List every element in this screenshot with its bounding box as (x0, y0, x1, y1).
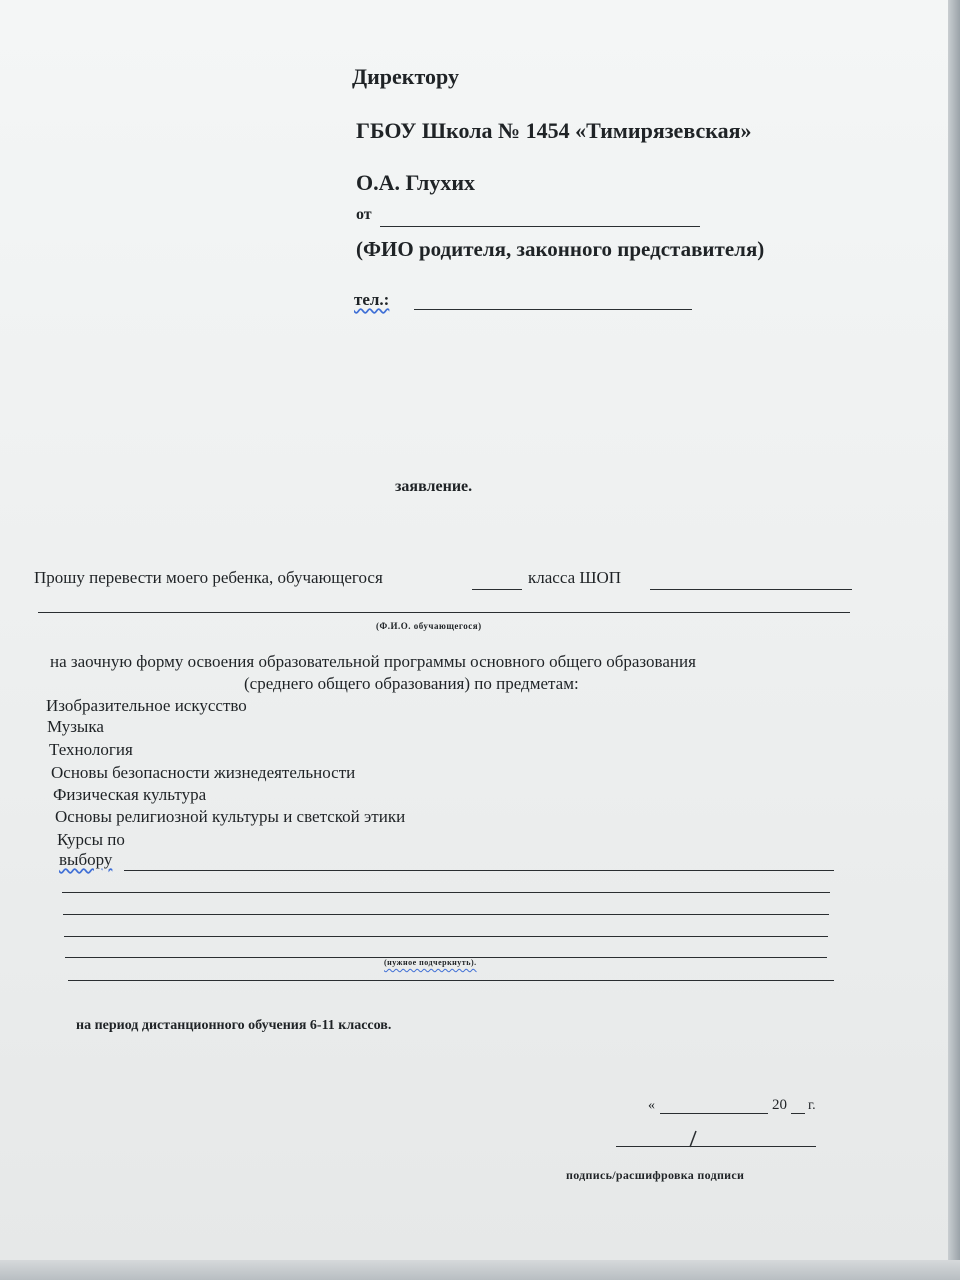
subject-item: Основы безопасности жизнедеятельности (51, 763, 356, 782)
program-line-1: на заочную форму освоения образовательной программы основного общего образования (50, 652, 696, 671)
monitor-bottom-edge (0, 1260, 960, 1280)
from-caption: (ФИО родителя, законного представителя) (356, 237, 765, 261)
date-open-quote: « (648, 1098, 655, 1113)
class-blank-line (472, 589, 522, 590)
from-blank-line (380, 226, 700, 227)
subject-item: выбору (59, 850, 113, 869)
subject-item: Курсы по (57, 830, 125, 849)
underline-caption: (нужное подчеркнуть). (384, 958, 477, 967)
date-year-prefix: 20 (772, 1097, 787, 1113)
director-name: О.А. Глухих (356, 170, 476, 195)
year-blank-line (791, 1113, 805, 1114)
choice-blank-line (64, 936, 828, 937)
signature-blank-line (616, 1146, 816, 1147)
request-text: Прошу перевести моего ребенка, обучающегося (34, 568, 383, 587)
subject-item: Музыка (47, 717, 104, 736)
choice-blank-line (68, 980, 834, 981)
school-name: ГБОУ Школа № 1454 «Тимирязевская» (356, 118, 752, 143)
addressee-label: Директору (352, 64, 459, 89)
choice-blank-line (62, 892, 830, 893)
tel-label: тел.: (354, 290, 390, 309)
class-school-blank-line (650, 589, 852, 590)
date-blank-line (660, 1113, 768, 1114)
tel-blank-line (414, 309, 692, 310)
period-text: на период дистанционного обучения 6-11 классов. (76, 1018, 392, 1033)
student-name-blank-line (38, 612, 850, 613)
choice-blank-line (124, 870, 834, 871)
document-title: заявление. (395, 478, 473, 495)
slash-mark (686, 1130, 700, 1148)
choice-blank-line (63, 914, 829, 915)
monitor-edge (948, 0, 960, 1280)
subject-item: Физическая культура (53, 785, 207, 804)
from-label: от (356, 206, 372, 223)
student-caption: (Ф.И.О. обучающегося) (376, 621, 482, 631)
program-line-2: (среднего общего образования) по предметам: (244, 674, 579, 693)
subject-item: Основы религиозной культуры и светской этики (55, 807, 406, 826)
subject-item: Изобразительное искусство (46, 696, 247, 715)
class-label: класса ШОП (528, 568, 622, 587)
date-year-suffix: г. (808, 1098, 816, 1113)
subject-item: Технология (49, 740, 133, 759)
signature-caption: подпись/расшифровка подписи (566, 1168, 745, 1182)
